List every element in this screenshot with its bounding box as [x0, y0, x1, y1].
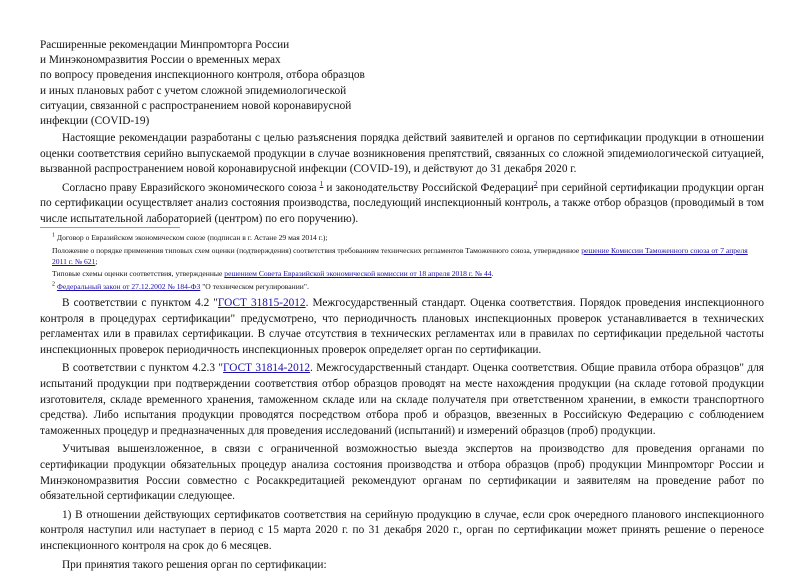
link-gost-31815[interactable]: ГОСТ 31815-2012: [217, 297, 306, 309]
footnote-ref-link[interactable]: 1: [319, 179, 324, 189]
title-line: и иных плановых работ с учетом сложной эпидемиологической: [40, 84, 347, 97]
title-line: по вопросу проведения инспекционного контроля, отбора образцов: [40, 69, 365, 82]
title-line: и Минэкономразвития России о временных мерах: [40, 54, 281, 67]
footnote-text: "О техническом регулировании".: [200, 282, 309, 292]
paragraph-text: В соответствии с пунктом 4.2.3 ": [62, 362, 224, 375]
footnote-number: 2: [52, 281, 55, 288]
footnotes: [52, 233, 764, 295]
paragraph-purpose: Настоящие рекомендации разработаны с целью разъяснения порядка действий заявителей и органов по сертификации продукции в отношении оценки соответствия серийно выпускаемой продукции в случае возникновения препятствий, связанных со сложной эпидемиологической ситуацией, вызванной распространением новой коронавирусной инфекции (COVID-19), и действуют до 31 декабря 2020 г.: [40, 132, 764, 176]
link-gost-31814[interactable]: ГОСТ 31814-2012: [223, 362, 311, 375]
paragraph-recommendation: Учитывая вышеизложенное, в связи с ограниченной возможностью выезда экспертов на производство для проведения органами по сертификации продукции обязательных процедур анализа состояния производства и отбора образцов (проб) продукции Минпромторг России и Минэкономразвития России совместно с Росаккредитацией рекомендуют органам по сертификации и заявителям на проведение работ по обязательной сертификации следующее.: [40, 443, 764, 503]
title-line: инфекции (COVID-19): [40, 115, 150, 128]
footnote-divider: [40, 227, 180, 228]
footnote-number: 1: [52, 232, 55, 239]
footnote-ref-link[interactable]: 2: [533, 179, 538, 189]
footnote-text: ;: [95, 256, 98, 266]
paragraph-decision: При принятия такого решения орган по сертификации:: [62, 558, 327, 571]
footnote-text: .: [491, 269, 494, 279]
footnote-link-federal-law[interactable]: Федеральный закон от 27.12.2002 № 184-ФЗ: [56, 282, 201, 292]
paragraph-gost-31814: [40, 361, 764, 439]
main-section: [40, 296, 764, 576]
footnote-text: Типовые схемы оценки соответствия, утвержденные: [52, 269, 225, 279]
footnote-2: [52, 282, 764, 293]
footnote-link-tc-decision[interactable]: решение Комиссии Таможенного союза от 7 апреля 2011 г. № 621: [52, 245, 748, 266]
footnote-text: Положение о порядке применения типовых схем оценки (подтверждения) соответствия требованиям технических регламентов Таможенного союза, утвержденное: [52, 245, 582, 255]
intro-section: [40, 131, 764, 231]
document-title: [40, 38, 365, 129]
paragraph-text: Согласно праву Евразийского экономического союза: [62, 181, 320, 194]
paragraph-text: В соответствии с пунктом 4.2 ": [62, 297, 218, 309]
title-line: Расширенные рекомендации Минпромторга России: [40, 39, 290, 51]
paragraph-item-1: 1) В отношении действующих сертификатов соответствия на серийную продукцию в случае, если срок очередного планового инспекционного контроля наступил или наступает в период с 15 марта 2020 г. по 31 декабря 2020 г., орган по сертификации может принять решение о переносе инспекционного контроля на срок до 6 месяцев.: [40, 508, 764, 552]
footnote-link-eec-decision[interactable]: решением Совета Евразийской экономической комиссии от 18 апреля 2018 г. № 44: [224, 269, 492, 279]
paragraph-gost-31815: [40, 296, 764, 358]
paragraph-legal-basis: [40, 181, 764, 228]
footnote-1-item-3: [52, 269, 764, 280]
footnote-text: Договор о Евразийском экономическом союзе (подписан в г. Астане 29 мая 2014 г.);: [55, 233, 328, 242]
paragraph-text: . Межгосударственный стандарт. Оценка соответствия. Порядок проведения инспекционного контроля в процедурах сертификации" предусмотрено, что периодичность плановых инспекционных проверок устанавливается в технических регламентах или в правилах сертификации. В случае отсутствия в технических регламентах или в правилах по сертификации предельной частоты инспекционных проверок периодичность инспекционных проверок определяет орган по сертификации.: [40, 297, 764, 356]
paragraph-text: при серийной сертификации продукции орган по сертификации осуществляет анализ состояния производства, последующий инспекционный контроль, а также отбор образцов (проводимый в том числе испытательной лабораторией (центром) по его поручению).: [40, 181, 764, 225]
footnote-1-item-2: [52, 246, 764, 268]
footnote-1: [52, 233, 764, 244]
paragraph-text: . Межгосударственный стандарт. Оценка соответствия. Общие правила отбора образцов" для испытаний продукции при подтверждении соответствия отбор образцов проводят на месте нахождения продукции (на складе готовой продукции изготовителя, складе временного хранения, таможенном складе или на складе получателя при ответственном хранении, в емкости транспортного средства). Либо испытания продукции проводятся посредством отбора проб и образцов, ввезенных в Российскую Федерацию с соблюдением таможенных процедур и предназначенных для проведения исследований (испытаний) и измерений образцов (проб) продукции.: [40, 362, 764, 437]
title-line: ситуации, связанной с распространением новой коронавирусной: [40, 99, 352, 112]
paragraph-text: и законодательству Российской Федерации: [323, 181, 534, 194]
